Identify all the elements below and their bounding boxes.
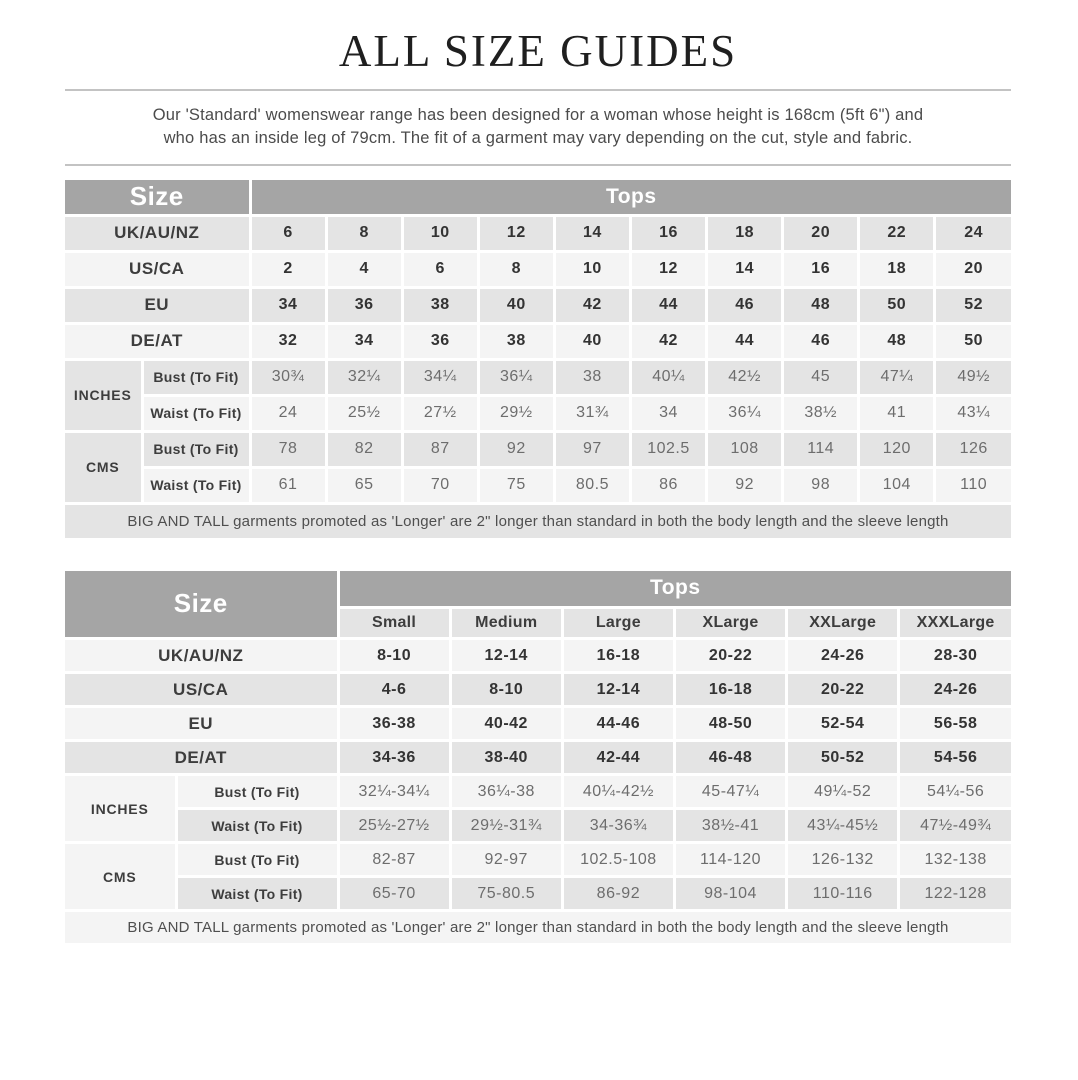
measurement-label: Bust (To Fit) (142, 359, 250, 395)
table-row (65, 673, 1011, 707)
row-label: DE/AT (65, 323, 250, 359)
table-row (65, 877, 1011, 911)
size-value: 24 (935, 215, 1011, 251)
row-label: DE/AT (65, 741, 338, 775)
table-row (65, 741, 1011, 775)
measurement-value: 87 (402, 431, 478, 467)
size-value: 48 (783, 287, 859, 323)
size-value: 24-26 (899, 673, 1011, 707)
measurement-value: 92-97 (450, 843, 562, 877)
measurement-value: 40¼-42½ (562, 775, 674, 809)
size-value: 42 (630, 323, 706, 359)
measurement-value: 65-70 (338, 877, 450, 911)
measurement-value: 126-132 (787, 843, 899, 877)
size-value: 38-40 (450, 741, 562, 775)
size-value: 12-14 (450, 639, 562, 673)
measurement-value: 75 (478, 467, 554, 503)
table-row (65, 287, 1011, 323)
size-value: 16 (783, 251, 859, 287)
size-value: 42-44 (562, 741, 674, 775)
measurement-value: 31¾ (554, 395, 630, 431)
table-row (65, 395, 1011, 431)
measurement-value: 82 (326, 431, 402, 467)
row-label: UK/AU/NZ (65, 639, 338, 673)
table-row (65, 911, 1011, 945)
measurement-value: 104 (859, 467, 935, 503)
measurement-value: 40¼ (630, 359, 706, 395)
size-value: 8 (478, 251, 554, 287)
measurement-value: 92 (478, 431, 554, 467)
table-row (65, 180, 1011, 215)
measurement-value: 43¼-45½ (787, 809, 899, 843)
size-value: 34 (326, 323, 402, 359)
unit-label: INCHES (65, 775, 176, 843)
measurement-value: 32¼-34¼ (338, 775, 450, 809)
size-value: 36 (402, 323, 478, 359)
measurement-value: 38½ (783, 395, 859, 431)
size-value: 34 (250, 287, 326, 323)
intro-line-1: Our 'Standard' womenswear range has been designed for a woman whose height is 168cm (5ft 6") and (152, 106, 924, 124)
measurement-value: 47¼ (859, 359, 935, 395)
size-value: 10 (402, 215, 478, 251)
column-header: Medium (450, 608, 562, 639)
measurement-value: 110 (935, 467, 1011, 503)
size-value: 16-18 (562, 639, 674, 673)
measurement-value: 75-80.5 (450, 877, 562, 911)
category-header: Tops (250, 180, 1011, 215)
size-value: 42 (554, 287, 630, 323)
table-row (65, 323, 1011, 359)
measurement-value: 45 (783, 359, 859, 395)
row-label: EU (65, 287, 250, 323)
table-row (65, 359, 1011, 395)
column-header: XLarge (674, 608, 786, 639)
size-value: 16 (630, 215, 706, 251)
measurement-value: 25½-27½ (338, 809, 450, 843)
size-value: 44 (630, 287, 706, 323)
size-value: 48 (859, 323, 935, 359)
size-value: 34-36 (338, 741, 450, 775)
size-value: 36-38 (338, 707, 450, 741)
measurement-value: 70 (402, 467, 478, 503)
measurement-value: 29½ (478, 395, 554, 431)
size-value: 44 (707, 323, 783, 359)
size-value: 12-14 (562, 673, 674, 707)
measurement-value: 34¼ (402, 359, 478, 395)
size-value: 44-46 (562, 707, 674, 741)
measurement-value: 30¾ (250, 359, 326, 395)
measurement-value: 45-47¼ (674, 775, 786, 809)
size-value: 36 (326, 287, 402, 323)
intro-line-2: who has an inside leg of 79cm. The fit of a garment may vary depending on the cut, style and fabric. (163, 129, 913, 147)
measurement-value: 32¼ (326, 359, 402, 395)
column-header: XXXLarge (899, 608, 1011, 639)
table-row (65, 467, 1011, 503)
measurement-value: 80.5 (554, 467, 630, 503)
footnote: BIG AND TALL garments promoted as 'Longer' are 2" longer than standard in both the body length and the sleeve length (65, 503, 1011, 539)
measurement-value: 25½ (326, 395, 402, 431)
category-header: Tops (338, 571, 1011, 608)
table-row (65, 251, 1011, 287)
table-row (65, 843, 1011, 877)
measurement-value: 98 (783, 467, 859, 503)
measurement-value: 38 (554, 359, 630, 395)
measurement-value: 49½ (935, 359, 1011, 395)
measurement-value: 114-120 (674, 843, 786, 877)
size-value: 8 (326, 215, 402, 251)
size-value: 12 (478, 215, 554, 251)
size-value: 52-54 (787, 707, 899, 741)
measurement-value: 114 (783, 431, 859, 467)
measurement-value: 86 (630, 467, 706, 503)
measurement-label: Waist (To Fit) (176, 877, 338, 911)
size-value: 20 (935, 251, 1011, 287)
top-divider (65, 89, 1011, 91)
measurement-value: 27½ (402, 395, 478, 431)
size-value: 50-52 (787, 741, 899, 775)
measurement-label: Bust (To Fit) (176, 775, 338, 809)
measurement-value: 122-128 (899, 877, 1011, 911)
size-value: 20 (783, 215, 859, 251)
size-value: 20-22 (787, 673, 899, 707)
measurement-label: Waist (To Fit) (142, 395, 250, 431)
measurement-value: 38½-41 (674, 809, 786, 843)
measurement-value: 36¼ (478, 359, 554, 395)
row-label: US/CA (65, 673, 338, 707)
intro-divider (65, 164, 1011, 166)
measurement-label: Waist (To Fit) (142, 467, 250, 503)
row-label: US/CA (65, 251, 250, 287)
measurement-value: 86-92 (562, 877, 674, 911)
measurement-label: Bust (To Fit) (142, 431, 250, 467)
size-value: 56-58 (899, 707, 1011, 741)
size-value: 24-26 (787, 639, 899, 673)
size-guide-page (65, 0, 1011, 946)
table-row (65, 503, 1011, 539)
measurement-value: 126 (935, 431, 1011, 467)
size-value: 8-10 (450, 673, 562, 707)
size-value: 50 (859, 287, 935, 323)
table-row (65, 571, 1011, 608)
size-value: 4 (326, 251, 402, 287)
row-label: UK/AU/NZ (65, 215, 250, 251)
table-row (65, 215, 1011, 251)
page-title: ALL SIZE GUIDES (338, 26, 738, 76)
size-value: 10 (554, 251, 630, 287)
measurement-value: 92 (707, 467, 783, 503)
measurement-value: 36¼ (707, 395, 783, 431)
measurement-value: 132-138 (899, 843, 1011, 877)
size-value: 32 (250, 323, 326, 359)
size-header: Size (65, 180, 250, 215)
measurement-value: 61 (250, 467, 326, 503)
size-value: 6 (250, 215, 326, 251)
measurement-value: 82-87 (338, 843, 450, 877)
measurement-value: 36¼-38 (450, 775, 562, 809)
unit-label: INCHES (65, 359, 142, 431)
column-header: XXLarge (787, 608, 899, 639)
size-value: 12 (630, 251, 706, 287)
unit-label: CMS (65, 431, 142, 503)
size-value: 20-22 (674, 639, 786, 673)
measurement-value: 34-36¾ (562, 809, 674, 843)
measurement-label: Waist (To Fit) (176, 809, 338, 843)
size-value: 40 (554, 323, 630, 359)
measurement-value: 49¼-52 (787, 775, 899, 809)
measurement-value: 42½ (707, 359, 783, 395)
measurement-value: 78 (250, 431, 326, 467)
measurement-value: 29½-31¾ (450, 809, 562, 843)
size-value: 4-6 (338, 673, 450, 707)
table-row (65, 639, 1011, 673)
table-row (65, 431, 1011, 467)
footnote: BIG AND TALL garments promoted as 'Longer' are 2" longer than standard in both the body length and the sleeve length (65, 911, 1011, 945)
size-value: 38 (402, 287, 478, 323)
measurement-value: 97 (554, 431, 630, 467)
size-value: 46 (707, 287, 783, 323)
measurement-value: 102.5-108 (562, 843, 674, 877)
size-value: 52 (935, 287, 1011, 323)
unit-label: CMS (65, 843, 176, 911)
size-value: 18 (707, 215, 783, 251)
measurement-value: 43¼ (935, 395, 1011, 431)
table-row (65, 775, 1011, 809)
column-header: Small (338, 608, 450, 639)
size-value: 48-50 (674, 707, 786, 741)
size-guide-table-alpha (65, 571, 1011, 947)
measurement-value: 34 (630, 395, 706, 431)
size-value: 46-48 (674, 741, 786, 775)
measurement-value: 24 (250, 395, 326, 431)
size-value: 38 (478, 323, 554, 359)
measurement-label: Bust (To Fit) (176, 843, 338, 877)
intro-text (65, 104, 1011, 150)
size-value: 14 (554, 215, 630, 251)
size-header: Size (65, 571, 338, 639)
table-row (65, 707, 1011, 741)
row-label: EU (65, 707, 338, 741)
measurement-value: 102.5 (630, 431, 706, 467)
size-value: 40-42 (450, 707, 562, 741)
size-value: 6 (402, 251, 478, 287)
measurement-value: 65 (326, 467, 402, 503)
size-value: 40 (478, 287, 554, 323)
column-header: Large (562, 608, 674, 639)
size-value: 2 (250, 251, 326, 287)
size-value: 16-18 (674, 673, 786, 707)
measurement-value: 98-104 (674, 877, 786, 911)
size-guide-table-numeric (65, 180, 1011, 541)
table-row (65, 809, 1011, 843)
measurement-value: 120 (859, 431, 935, 467)
size-value: 18 (859, 251, 935, 287)
size-value: 8-10 (338, 639, 450, 673)
size-value: 50 (935, 323, 1011, 359)
size-value: 46 (783, 323, 859, 359)
size-value: 14 (707, 251, 783, 287)
measurement-value: 47½-49¾ (899, 809, 1011, 843)
measurement-value: 110-116 (787, 877, 899, 911)
size-value: 22 (859, 215, 935, 251)
size-value: 28-30 (899, 639, 1011, 673)
measurement-value: 54¼-56 (899, 775, 1011, 809)
measurement-value: 41 (859, 395, 935, 431)
measurement-value: 108 (707, 431, 783, 467)
size-value: 54-56 (899, 741, 1011, 775)
